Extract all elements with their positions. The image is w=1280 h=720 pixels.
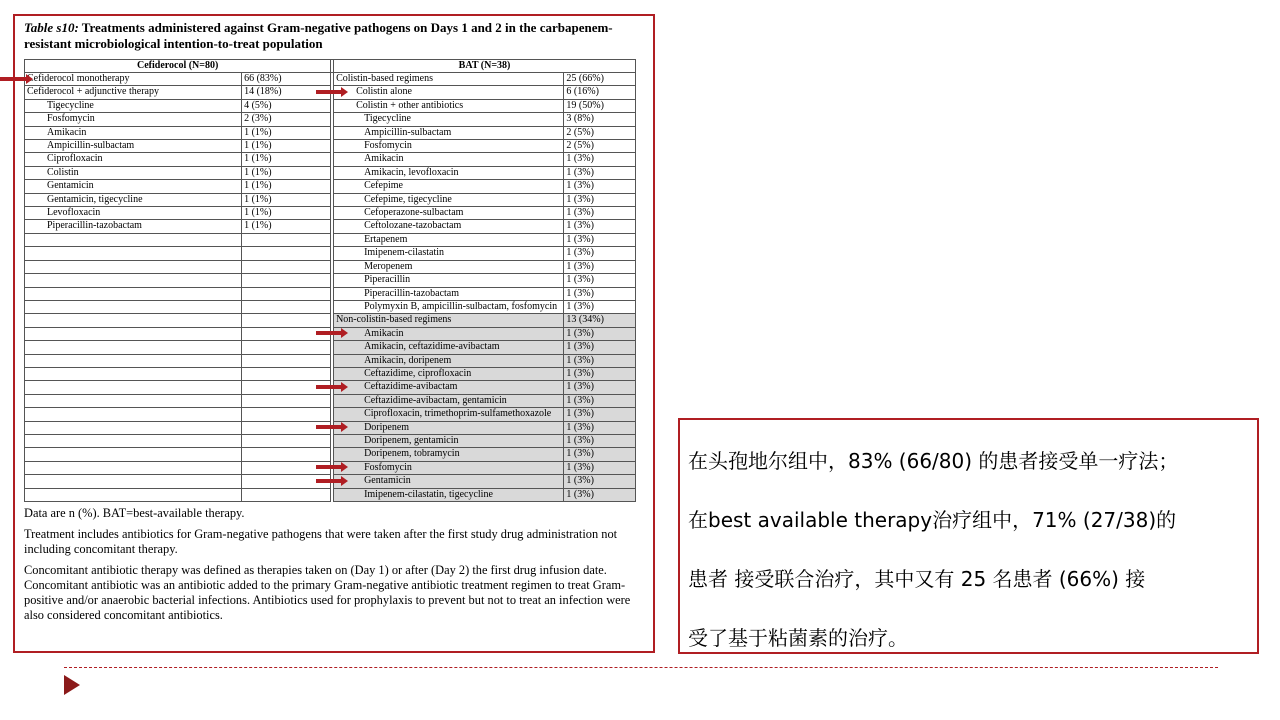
left-count-cell: 1 (1%)	[242, 140, 331, 153]
table-title	[24, 20, 650, 52]
left-treatment-cell	[25, 421, 242, 434]
left-count-cell: 1 (1%)	[242, 180, 331, 193]
right-treatment-cell: Ceftazidime-avibactam, gentamicin	[334, 394, 564, 407]
footnote-text: Concomitant antibiotic therapy was defined as therapies taken on (Day 1) or after (Day 2) the first drug infusion date. Concomitant antibiotic was an antibiotic added to the primary Gram-negative antibiotic treatment regimen to treat Gram-positive and/or anaerobic bacterial infections. Antibiotics used for prophylaxis to prevent but not to treat an infection were also considered concomitant antibiotics.	[24, 563, 631, 622]
right-count-cell: 1 (3%)	[564, 394, 636, 407]
left-count-cell	[242, 287, 331, 300]
left-count-cell	[242, 367, 331, 380]
right-count-cell: 1 (3%)	[564, 354, 636, 367]
left-count-cell: 1 (1%)	[242, 193, 331, 206]
left-treatment-cell	[25, 341, 242, 354]
right-count-cell: 1 (3%)	[564, 220, 636, 233]
left-treatment-cell	[25, 354, 242, 367]
left-treatment-cell	[25, 274, 242, 287]
table-row	[25, 126, 636, 139]
right-count-cell: 3 (8%)	[564, 113, 636, 126]
right-count-cell: 1 (3%)	[564, 274, 636, 287]
right-count-cell: 1 (3%)	[564, 193, 636, 206]
left-treatment-cell: Gentamicin, tigecycline	[25, 193, 242, 206]
left-count-cell: 1 (1%)	[242, 126, 331, 139]
document-content	[24, 20, 650, 623]
left-treatment-cell	[25, 488, 242, 501]
left-count-cell	[242, 314, 331, 327]
left-count-cell: 2 (3%)	[242, 113, 331, 126]
table-row	[25, 448, 636, 461]
right-treatment-cell: Ertapenem	[334, 233, 564, 246]
left-treatment-cell: Tigecycline	[25, 99, 242, 112]
right-count-cell: 1 (3%)	[564, 260, 636, 273]
right-treatment-cell: Piperacillin	[334, 274, 564, 287]
right-count-cell: 1 (3%)	[564, 300, 636, 313]
right-treatment-cell: Colistin alone	[334, 86, 564, 99]
left-treatment-cell	[25, 434, 242, 447]
footnotes	[24, 506, 650, 623]
table-row	[25, 247, 636, 260]
right-treatment-cell: Amikacin, levofloxacin	[334, 166, 564, 179]
table-row	[25, 193, 636, 206]
summary-line: 在头孢地尔组中，83% (66/80) 的患者接受单一疗法；	[688, 449, 1179, 473]
table-row	[25, 180, 636, 193]
left-count-cell: 1 (1%)	[242, 220, 331, 233]
right-treatment-cell: Gentamicin	[334, 475, 564, 488]
right-treatment-cell: Cefepime, tigecycline	[334, 193, 564, 206]
right-count-cell: 1 (3%)	[564, 448, 636, 461]
right-count-cell: 25 (66%)	[564, 73, 636, 86]
table-row	[25, 408, 636, 421]
right-treatment-cell: Fosfomycin	[334, 140, 564, 153]
footnote-text: Data are n (%). BAT=best-available therapy.	[24, 506, 245, 520]
table-row	[25, 300, 636, 313]
right-count-cell: 6 (16%)	[564, 86, 636, 99]
left-count-cell	[242, 354, 331, 367]
right-treatment-cell: Amikacin, ceftazidime-avibactam	[334, 341, 564, 354]
right-treatment-cell: Doripenem, gentamicin	[334, 434, 564, 447]
left-treatment-cell	[25, 233, 242, 246]
right-count-cell: 19 (50%)	[564, 99, 636, 112]
dashed-divider	[64, 667, 1218, 668]
left-treatment-cell	[25, 381, 242, 394]
left-count-cell	[242, 300, 331, 313]
left-treatment-cell	[25, 260, 242, 273]
table-row	[25, 488, 636, 501]
left-treatment-cell	[25, 408, 242, 421]
right-treatment-cell: Meropenem	[334, 260, 564, 273]
right-count-cell: 1 (3%)	[564, 421, 636, 434]
right-treatment-cell: Tigecycline	[334, 113, 564, 126]
right-count-cell: 1 (3%)	[564, 488, 636, 501]
table-body	[25, 73, 636, 502]
left-count-cell	[242, 448, 331, 461]
right-count-cell: 1 (3%)	[564, 247, 636, 260]
right-treatment-cell: Polymyxin B, ampicillin-sulbactam, fosfomycin	[334, 300, 564, 313]
right-count-cell: 1 (3%)	[564, 367, 636, 380]
table-row	[25, 260, 636, 273]
left-count-cell: 1 (1%)	[242, 207, 331, 220]
footnote-text: Treatment includes antibiotics for Gram-negative pathogens that were taken after the first study drug administration not including concomitant therapy.	[24, 527, 618, 556]
table-row	[25, 220, 636, 233]
table-row	[25, 207, 636, 220]
left-count-cell	[242, 260, 331, 273]
right-treatment-cell: Amikacin	[334, 327, 564, 340]
right-count-cell: 1 (3%)	[564, 408, 636, 421]
table-row	[25, 140, 636, 153]
left-treatment-cell: Ampicillin-sulbactam	[25, 140, 242, 153]
summary-line: 受了基于粘菌素的治疗。	[688, 626, 908, 650]
right-treatment-cell: Ciprofloxacin, trimethoprim-sulfamethoxazole	[334, 408, 564, 421]
right-treatment-cell: Cefoperazone-sulbactam	[334, 207, 564, 220]
left-count-cell	[242, 247, 331, 260]
right-treatment-cell: Doripenem	[334, 421, 564, 434]
right-treatment-cell: Fosfomycin	[334, 461, 564, 474]
right-treatment-cell: Ampicillin-sulbactam	[334, 126, 564, 139]
right-count-cell: 1 (3%)	[564, 475, 636, 488]
treatment-table	[24, 59, 636, 502]
table-row	[25, 113, 636, 126]
right-treatment-cell: Ceftolozane-tazobactam	[334, 220, 564, 233]
left-count-cell: 1 (1%)	[242, 153, 331, 166]
table-row	[25, 166, 636, 179]
right-count-cell: 2 (5%)	[564, 126, 636, 139]
summary-note-box	[678, 418, 1259, 654]
left-treatment-cell: Piperacillin-tazobactam	[25, 220, 242, 233]
right-count-cell: 13 (34%)	[564, 314, 636, 327]
left-treatment-cell: Levofloxacin	[25, 207, 242, 220]
left-treatment-cell: Colistin	[25, 166, 242, 179]
right-treatment-cell: Amikacin, doripenem	[334, 354, 564, 367]
slide-marker-triangle-icon	[64, 675, 80, 695]
right-count-cell: 1 (3%)	[564, 153, 636, 166]
right-treatment-cell: Non-colistin-based regimens	[334, 314, 564, 327]
table-row	[25, 153, 636, 166]
left-count-cell	[242, 434, 331, 447]
table-row	[25, 341, 636, 354]
left-treatment-cell	[25, 314, 242, 327]
right-count-cell: 1 (3%)	[564, 180, 636, 193]
right-treatment-cell: Colistin + other antibiotics	[334, 99, 564, 112]
left-count-cell	[242, 408, 331, 421]
right-treatment-cell: Piperacillin-tazobactam	[334, 287, 564, 300]
left-treatment-cell	[25, 287, 242, 300]
left-treatment-cell	[25, 300, 242, 313]
right-treatment-cell: Ceftazidime-avibactam	[334, 381, 564, 394]
left-count-cell: 14 (18%)	[242, 86, 331, 99]
left-treatment-cell	[25, 247, 242, 260]
left-treatment-cell: Cefiderocol monotherapy	[25, 73, 242, 86]
table-row	[25, 354, 636, 367]
right-count-cell: 1 (3%)	[564, 434, 636, 447]
table-row	[25, 99, 636, 112]
table-header-row	[25, 60, 636, 73]
table-title-label: Table s10:	[24, 20, 79, 35]
left-treatment-cell: Gentamicin	[25, 180, 242, 193]
left-count-cell: 66 (83%)	[242, 73, 331, 86]
header-bat: BAT (N=38)	[334, 60, 636, 73]
table-row	[25, 367, 636, 380]
left-count-cell	[242, 274, 331, 287]
right-count-cell: 2 (5%)	[564, 140, 636, 153]
left-treatment-cell	[25, 394, 242, 407]
left-treatment-cell	[25, 475, 242, 488]
summary-line: 患者 接受联合治疗，其中又有 25 名患者 (66%) 接	[688, 567, 1146, 591]
left-treatment-cell: Amikacin	[25, 126, 242, 139]
table-row	[25, 394, 636, 407]
table-row	[25, 233, 636, 246]
right-count-cell: 1 (3%)	[564, 166, 636, 179]
right-count-cell: 1 (3%)	[564, 381, 636, 394]
right-count-cell: 1 (3%)	[564, 461, 636, 474]
right-treatment-cell: Imipenem-cilastatin, tigecycline	[334, 488, 564, 501]
left-treatment-cell: Ciprofloxacin	[25, 153, 242, 166]
right-treatment-cell: Doripenem, tobramycin	[334, 448, 564, 461]
summary-line: 在best available therapy治疗组中，71% (27/38)的	[688, 508, 1177, 532]
table-title-text: Treatments administered against Gram-negative pathogens on Days 1 and 2 in the carbapenem-resistant microbiological intention-to-treat population	[24, 20, 613, 51]
right-count-cell: 1 (3%)	[564, 207, 636, 220]
left-count-cell: 4 (5%)	[242, 99, 331, 112]
right-count-cell: 1 (3%)	[564, 233, 636, 246]
table-row	[25, 434, 636, 447]
left-count-cell: 1 (1%)	[242, 166, 331, 179]
left-count-cell	[242, 233, 331, 246]
table-row	[25, 274, 636, 287]
right-count-cell: 1 (3%)	[564, 287, 636, 300]
left-treatment-cell	[25, 327, 242, 340]
left-treatment-cell: Fosfomycin	[25, 113, 242, 126]
right-treatment-cell: Imipenem-cilastatin	[334, 247, 564, 260]
left-treatment-cell	[25, 367, 242, 380]
right-treatment-cell: Ceftazidime, ciprofloxacin	[334, 367, 564, 380]
left-treatment-cell	[25, 461, 242, 474]
table-row	[25, 73, 636, 86]
table-row	[25, 287, 636, 300]
left-treatment-cell	[25, 448, 242, 461]
right-treatment-cell: Colistin-based regimens	[334, 73, 564, 86]
right-treatment-cell: Amikacin	[334, 153, 564, 166]
header-cefiderocol: Cefiderocol (N=80)	[25, 60, 331, 73]
right-count-cell: 1 (3%)	[564, 327, 636, 340]
right-count-cell: 1 (3%)	[564, 341, 636, 354]
right-treatment-cell: Cefepime	[334, 180, 564, 193]
left-treatment-cell: Cefiderocol + adjunctive therapy	[25, 86, 242, 99]
left-count-cell	[242, 394, 331, 407]
left-count-cell	[242, 341, 331, 354]
left-count-cell	[242, 488, 331, 501]
table-row	[25, 314, 636, 327]
